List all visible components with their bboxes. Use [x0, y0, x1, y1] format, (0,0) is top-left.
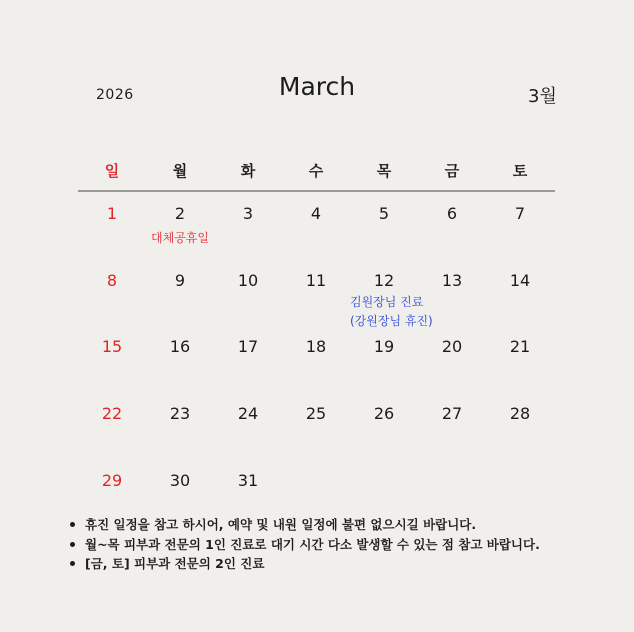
- day-number: 26: [373, 404, 395, 424]
- day-cell: [282, 402, 350, 469]
- day-number: 13: [441, 270, 463, 290]
- calendar-week: [78, 202, 554, 269]
- day-cell: [350, 202, 418, 269]
- calendar-grid: [78, 202, 554, 535]
- day-cell: [146, 269, 214, 336]
- day-number: 4: [310, 204, 322, 223]
- day-number: 23: [169, 404, 191, 424]
- weekday-sunday: 일: [104, 162, 120, 180]
- holiday-note: 대체공휴일: [151, 231, 209, 245]
- day-number: 11: [305, 270, 327, 290]
- day-number: 7: [514, 204, 526, 223]
- weekday-tuesday: 화: [240, 162, 256, 180]
- day-cell: [146, 202, 214, 269]
- notice-list: [68, 515, 540, 574]
- month-title: March: [278, 72, 356, 101]
- day-number: 12: [373, 270, 395, 290]
- day-cell: [282, 269, 350, 336]
- day-number: 20: [441, 337, 463, 357]
- header-divider: [78, 190, 555, 192]
- month-korean-label: 3월: [528, 86, 557, 107]
- day-cell: [486, 202, 554, 269]
- notice-item: [금, 토] 피부과 전문의 2인 진료: [68, 554, 540, 574]
- day-number: 16: [169, 337, 191, 357]
- doctor-schedule-note: 김원장님 진료: [350, 294, 424, 309]
- calendar-week: [78, 335, 554, 402]
- day-number: 31: [237, 470, 259, 490]
- year-label: 2026: [96, 87, 134, 103]
- day-cell: [418, 269, 486, 336]
- day-number: 18: [305, 337, 327, 357]
- day-number: 9: [174, 270, 186, 290]
- calendar-week: [78, 269, 554, 336]
- day-cell: [486, 335, 554, 402]
- day-number: 17: [237, 337, 259, 357]
- day-cell: [486, 269, 554, 336]
- notice-item: 휴진 일정을 참고 하시어, 예약 및 내원 일정에 불편 없으시길 바랍니다.: [68, 515, 540, 535]
- day-cell: [214, 335, 282, 402]
- weekday-friday: 금: [444, 162, 460, 180]
- day-number: 1: [106, 204, 118, 223]
- day-cell: [350, 269, 433, 336]
- day-cell: [78, 269, 146, 336]
- weekday-thursday: 목: [376, 162, 392, 180]
- day-cell: [350, 335, 418, 402]
- day-number: 3: [242, 204, 254, 223]
- doctor-schedule-note: (강원장님 휴진): [350, 313, 433, 328]
- day-cell: [78, 335, 146, 402]
- weekday-monday: 월: [172, 162, 188, 180]
- day-number: 2: [174, 204, 186, 223]
- day-cell: [350, 402, 418, 469]
- day-number: 28: [509, 404, 531, 424]
- day-cell: [486, 402, 554, 469]
- weekday-header-row: [78, 160, 554, 181]
- day-number: 29: [101, 470, 123, 490]
- day-number: 5: [378, 204, 390, 223]
- day-number: 14: [509, 270, 531, 290]
- day-cell: [214, 202, 282, 269]
- weekday-wednesday: 수: [308, 162, 324, 180]
- day-number: 19: [373, 337, 395, 357]
- day-cell: [78, 402, 146, 469]
- day-number: 6: [446, 204, 458, 223]
- day-number: 25: [305, 404, 327, 424]
- day-cell: [78, 202, 146, 269]
- day-cell: [214, 402, 282, 469]
- notice-item: 월~목 피부과 전문의 1인 진료로 대기 시간 다소 발생할 수 있는 점 참고 바랍니다.: [68, 535, 540, 555]
- day-number: 10: [237, 270, 259, 290]
- day-number: 27: [441, 404, 463, 424]
- day-number: 15: [101, 337, 123, 357]
- calendar-week: [78, 402, 554, 469]
- day-cell: [146, 402, 214, 469]
- day-cell: [418, 402, 486, 469]
- day-cell: [214, 269, 282, 336]
- day-cell: [282, 335, 350, 402]
- day-cell: [146, 335, 214, 402]
- day-cell: [282, 202, 350, 269]
- day-number: 21: [509, 337, 531, 357]
- weekday-saturday: 토: [512, 162, 528, 180]
- day-number: 24: [237, 404, 259, 424]
- day-number: 30: [169, 470, 191, 490]
- day-number: 8: [106, 270, 118, 290]
- day-cell: [418, 202, 486, 269]
- day-number: 22: [101, 404, 123, 424]
- day-cell: [418, 335, 486, 402]
